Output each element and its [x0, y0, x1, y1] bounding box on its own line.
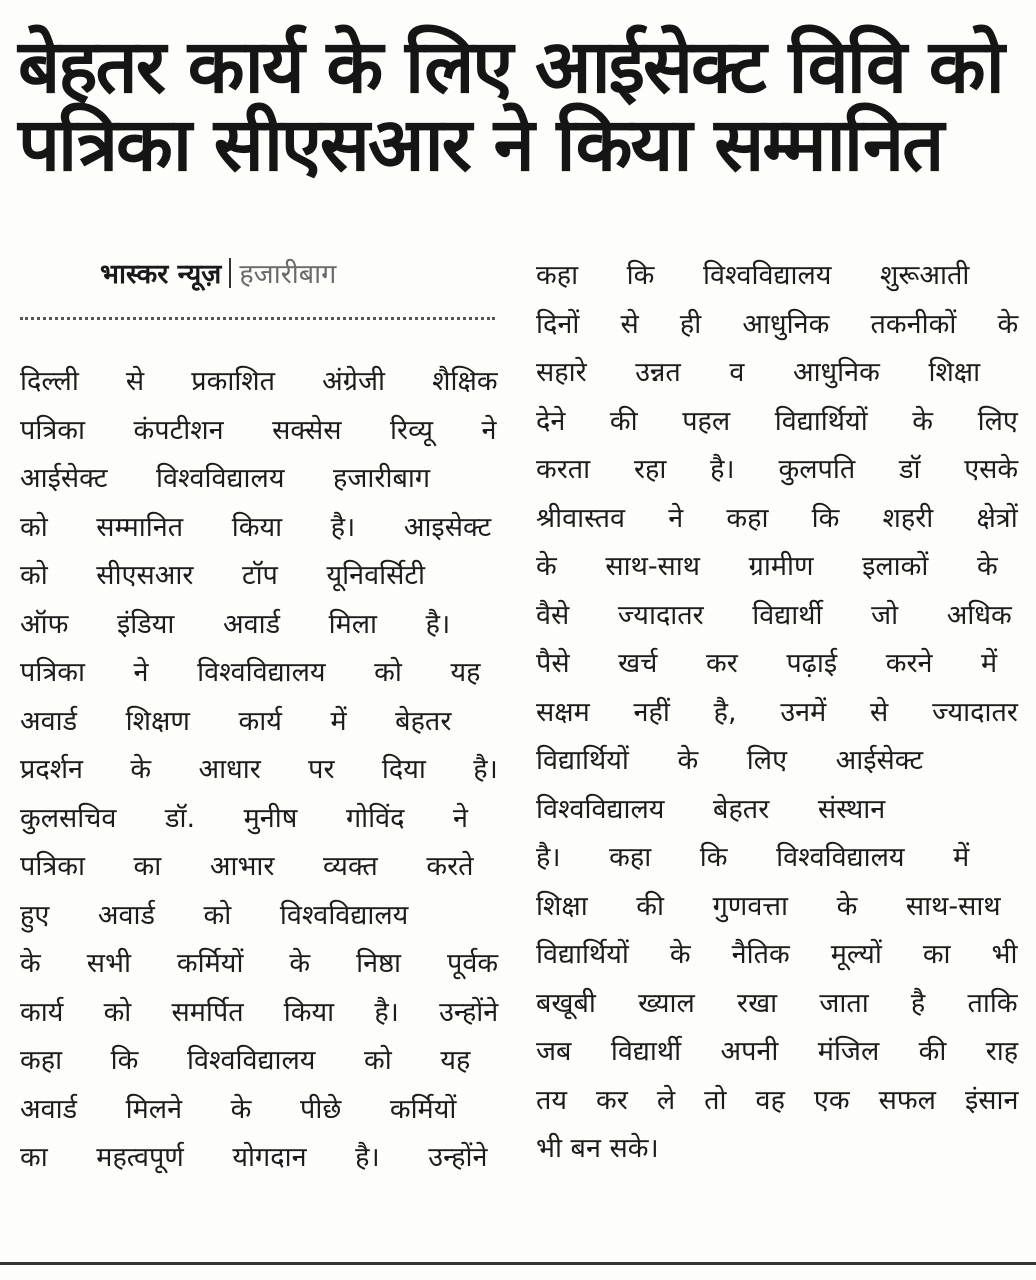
- body-text-line: हुए अवार्ड को विश्वविद्यालय: [20, 899, 409, 931]
- body-text-line: विद्यार्थियों के लिए आईसेक्ट: [536, 745, 924, 776]
- body-text-line: करता रहा है। कुलपति डॉ एसके: [536, 454, 1019, 485]
- bottom-rule: [0, 1262, 1036, 1265]
- body-text-line: कार्य को समर्पित किया है। उन्होंने: [20, 996, 499, 1028]
- body-text-line: कहा कि विश्वविद्यालय शुरूआती: [536, 260, 970, 291]
- body-text-line: बखूबी ख्याल रखा जाता है ताकि: [536, 987, 1018, 1019]
- body-text-line: है। कहा कि विश्वविद्यालय में: [536, 842, 970, 873]
- body-text-line: को सीएसआर टॉप यूनिवर्सिटी: [20, 560, 425, 591]
- body-text-line: विश्वविद्यालय बेहतर संस्थान: [536, 793, 886, 825]
- body-text-line: देने की पहल विद्यार्थियों के लिए: [536, 405, 1018, 437]
- body-text-line: ऑफ इंडिया अवार्ड मिला है।: [20, 608, 451, 640]
- body-text-line: का महत्वपूर्ण योगदान है। उन्होंने: [20, 1142, 488, 1173]
- body-text-line: विद्यार्थियों के नैतिक मूल्यों का भी: [536, 939, 1018, 970]
- body-text-line: आईसेक्ट विश्वविद्यालय हजारीबाग: [20, 463, 431, 494]
- body-text-line: के साथ-साथ ग्रामीण इलाकों के: [536, 551, 998, 582]
- right-column: [536, 252, 1018, 1174]
- byline-place: हजारीबाग: [239, 259, 337, 290]
- body-text-line: पैसे खर्च कर पढ़ाई करने में: [536, 648, 998, 679]
- body-text-line: वैसे ज्यादातर विद्यार्थी जो अधिक: [536, 599, 1012, 631]
- body-text-line: शिक्षा की गुणवत्ता के साथ-साथ: [536, 890, 1001, 922]
- body-text-line: कुलसचिव डॉ. मुनीष गोविंद ने: [20, 802, 469, 834]
- body-text-line: के सभी कर्मियों के निष्ठा पूर्वक: [20, 948, 499, 979]
- body-text-line: सहारे उन्नत व आधुनिक शिक्षा: [536, 357, 981, 388]
- body-text-line: पत्रिका कंपटीशन सक्सेस रिव्यू ने: [20, 414, 497, 446]
- headline-line-2: पत्रिका सीएसआर ने किया सम्मानित: [18, 102, 943, 189]
- byline-source: भास्कर न्यूज़: [100, 259, 222, 290]
- byline-separator: [229, 258, 231, 288]
- body-text-line: अवार्ड मिलने के पीछे कर्मियों: [20, 1093, 457, 1125]
- body-text-line: दिनों से ही आधुनिक तकनीकों के: [536, 308, 1019, 340]
- byline: [100, 255, 336, 295]
- body-text-line: प्रदर्शन के आधार पर दिया है।: [20, 754, 498, 785]
- headline-line-1: बेहतर कार्य के लिए आईसेक्ट विवि को: [18, 24, 1003, 110]
- body-text-line: अवार्ड शिक्षण कार्य में बेहतर: [20, 705, 452, 737]
- byline-divider: [20, 317, 495, 320]
- body-text-line: कहा कि विश्वविद्यालय को यह: [20, 1045, 471, 1076]
- body-text-line: तय कर ले तो वह एक सफल इंसान: [536, 1084, 1019, 1116]
- body-text-line: भी बन सके।: [536, 1133, 659, 1164]
- body-text-line: दिल्ली से प्रकाशित अंग्रेजी शैक्षिक: [20, 366, 498, 397]
- body-text-line: पत्रिका का आभार व्यक्त करते: [20, 851, 474, 882]
- body-text-line: पत्रिका ने विश्वविद्यालय को यह: [20, 657, 481, 688]
- body-text-line: जब विद्यार्थी अपनी मंजिल की राह: [536, 1036, 1019, 1067]
- headline: [18, 24, 1018, 189]
- body-text-line: को सम्मानित किया है। आइसेक्ट: [20, 511, 492, 543]
- left-column: [20, 358, 498, 1183]
- body-text-line: श्रीवास्तव ने कहा कि शहरी क्षेत्रों: [536, 502, 1018, 534]
- body-text-line: सक्षम नहीं है, उनमें से ज्यादातर: [536, 696, 1018, 728]
